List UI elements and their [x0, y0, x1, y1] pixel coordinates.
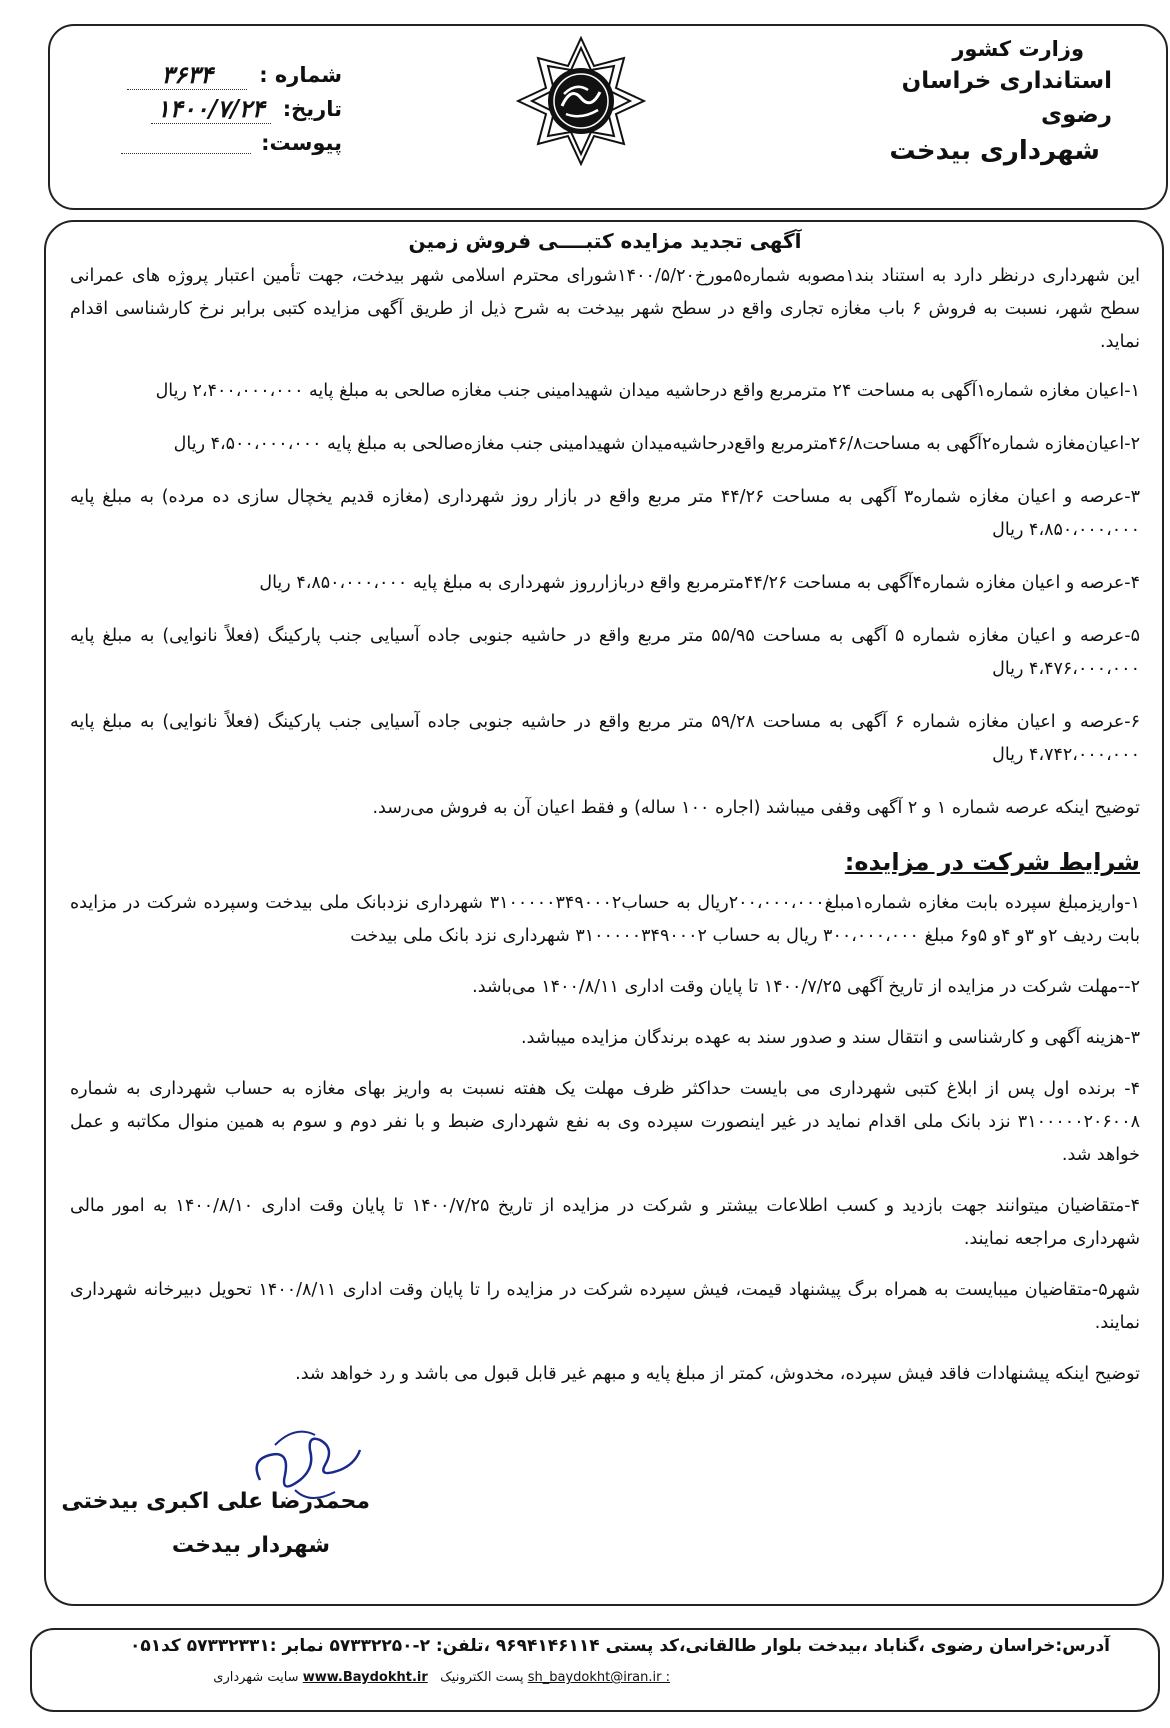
footer-email[interactable]: sh_baydokht@iran.ir :	[527, 1670, 670, 1685]
letter-date-value: ۱۴۰۰/۷/۲۴	[151, 94, 271, 124]
footer-address: آدرس:خراسان رضوی ،گناباد ،بیدخت بلوار طالقانی،کد پستی ۹۶۹۴۱۴۶۱۱۴ ،تلفن: ۲-۵۷۳۳۲۲۵۰ نمابر :۵۷۳۳۲۳۳۱ کد۰۵۱	[129, 1636, 1110, 1656]
conditions-closing-note: توضیح اینکه پیشنهادات فاقد فیش سپرده، مخدوش، کمتر از مبلغ پایه و مبهم غیر قابل قبول می باشد و رد خواهد شد.	[295, 1364, 1140, 1384]
condition-item: ۱-واریزمبلغ سپرده بابت مغازه شماره۱مبلغ۲۰۰،۰۰۰،۰۰۰ریال به حساب۳۱۰۰۰۰۰۳۴۹۰۰۰۲ شهرداری نزدبانک ملی بیدخت وسپرده شرکت در مزایده بابت ردیف ۲و ۳و ۴و ۵و۶ مبلغ ۳۰۰،۰۰۰،۰۰۰ ریال به حساب ۳۱۰۰۰۰۰۳۴۹۰۰۰۲ شهرداری نزد بانک ملی بیدخت	[70, 893, 1140, 946]
notice-item: ۱-اعیان مغازه شماره۱آگهی به مساحت ۲۴ مترمربع واقع درحاشیه میدان شهیدامینی جنب مغازه صالحی به مبلغ پایه ۲،۴۰۰،۰۰۰،۰۰۰ ریال	[155, 381, 1140, 401]
organization-block	[832, 34, 1112, 170]
ministry-name: وزارت کشور	[952, 37, 1084, 61]
notice-item: ۴-عرصه و اعیان مغازه شماره۴آگهی به مساحت ۴۴/۲۶مترمربع واقع دربازارروز شهرداری به مبلغ پایه ۴،۸۵۰،۰۰۰،۰۰۰ ریال	[259, 573, 1140, 593]
notice-item: ۶-عرصه و اعیان مغازه شماره ۶ آگهی به مساحت ۵۹/۲۸ متر مربع واقع در حاشیه جنوبی جاده آسیایی جنب پارکینگ (فعلاً نانوایی) به مبلغ پایه ۴،۷۴۲،۰۰۰،۰۰۰ ریال	[70, 712, 1141, 765]
conditions-title: شرایط شرکت در مزایده:	[844, 848, 1140, 876]
condition-item: ۲--مهلت شرکت در مزایده از تاریخ آگهی ۱۴۰۰/۷/۲۵ تا پایان وقت اداری ۱۴۰۰/۸/۱۱ می‌باشد.	[472, 977, 1140, 997]
letter-number-value: ۳۶۳۴	[127, 60, 247, 90]
letter-date-label: تاریخ:	[282, 97, 342, 121]
letter-attachment-label: پیوست:	[261, 131, 342, 155]
notice-content	[70, 226, 1140, 1409]
condition-item: شهر۵-متقاضیان میبایست به همراه برگ پیشنهاد قیمت، فیش سپرده شرکت در مزایده را تا پایان وقت اداری ۱۴۰۰/۸/۱۱ تحویل دبیرخانه شهرداری نمایند.	[70, 1280, 1141, 1333]
condition-item: ۴- برنده اول پس از ابلاغ کتبی شهرداری می بایست حداکثر ظرف مهلت یک هفته نسبت به واریز بهای مغازه به حساب شهرداری به شماره ۳۱۰۰۰۰۰۲۰۶۰۰۸ نزد بانک ملی اقدام نماید در غیر اینصورت سپرده وی به نفع شهرداری ضبط و با نفر دوم و سوم به همین منوال مکاتبه و عمل خواهد شد.	[70, 1079, 1140, 1165]
letter-attachment-row	[82, 126, 342, 160]
municipality-name: شهرداری بیدخت	[889, 136, 1100, 166]
notice-item: ۳-عرصه و اعیان مغازه شماره۳ آگهی به مساحت ۴۴/۲۶ متر مربع واقع در بازار روز شهرداری (مغازه قدیم یخچال سازی ده مرده) به مبلغ پایه ۴،۸۵۰،۰۰۰،۰۰۰ ریال	[70, 487, 1141, 540]
notice-item: ۲-اعیان‌مغازه شماره۲آگهی به مساحت۴۶/۸مترمربع واقع‌درحاشیه‌میدان شهیدامینی جنب مغازه‌صالحی به مبلغ پایه ۴،۵۰۰،۰۰۰،۰۰۰ ریال	[173, 434, 1140, 454]
governorate-name: استانداری خراسان رضوی	[901, 68, 1112, 128]
footer-website-label: سایت شهرداری	[213, 1670, 299, 1685]
footer-contact	[50, 1670, 670, 1685]
letter-number-label: شماره :	[259, 63, 342, 87]
notice-title: آگهی تجدید مزایده کتبــــی فروش زمین	[408, 229, 802, 253]
footer-email-label: پست الکترونیک	[440, 1670, 524, 1685]
letter-number-row	[82, 58, 342, 92]
notice-note: توضیح اینکه عرصه شماره ۱ و ۲ آگهی وقفی میباشد (اجاره ۱۰۰ ساله) و فقط اعیان آن به فروش می‌رسد.	[372, 798, 1140, 818]
notice-item: ۵-عرصه و اعیان مغازه شماره ۵ آگهی به مساحت ۵۵/۹۵ متر مربع واقع در حاشیه جنوبی جاده آسیایی جنب پارکینگ (فعلاً نانوایی) به مبلغ پایه ۴،۴۷۶،۰۰۰،۰۰۰ ریال	[70, 626, 1141, 679]
signer-title: شهردار بیدخت	[171, 1533, 330, 1558]
condition-item: ۴-متقاضیان میتوانند جهت بازدید و کسب اطلاعات بیشتر و شرکت در مزایده از تاریخ ۱۴۰۰/۷/۲۵ تا پایان وقت اداری ۱۴۰۰/۸/۱۰ به امور مالی شهرداری مراجعه نمایند.	[70, 1196, 1140, 1249]
letter-attachment-blank	[121, 133, 251, 154]
letter-date-row	[82, 92, 342, 126]
notice-intro: این شهرداری درنظر دارد به استناد بند۱مصوبه شماره۵مورخ۱۴۰۰/۵/۲۰شورای محترم اسلامی شهر بیدخت، جهت تأمین اعتبار پروژه های عمرانی سطح شهر، نسبت به فروش ۶ باب مغازه تجاری واقع در سطح شهر بیدخت به شرح ذیل از طریق آگهی مزایده کتبی برابر نرخ کارشناسی اقدام نماید.	[70, 266, 1141, 352]
footer-website[interactable]: www.Baydokht.ir	[302, 1670, 428, 1685]
signer-name: محمدرضا علی اکبری بیدختی	[61, 1489, 370, 1514]
municipality-logo-icon	[516, 36, 646, 166]
condition-item: ۳-هزینه آگهی و کارشناسی و انتقال سند و صدور سند به عهده برندگان مزایده میباشد.	[521, 1028, 1140, 1048]
letter-meta-block	[82, 58, 342, 160]
